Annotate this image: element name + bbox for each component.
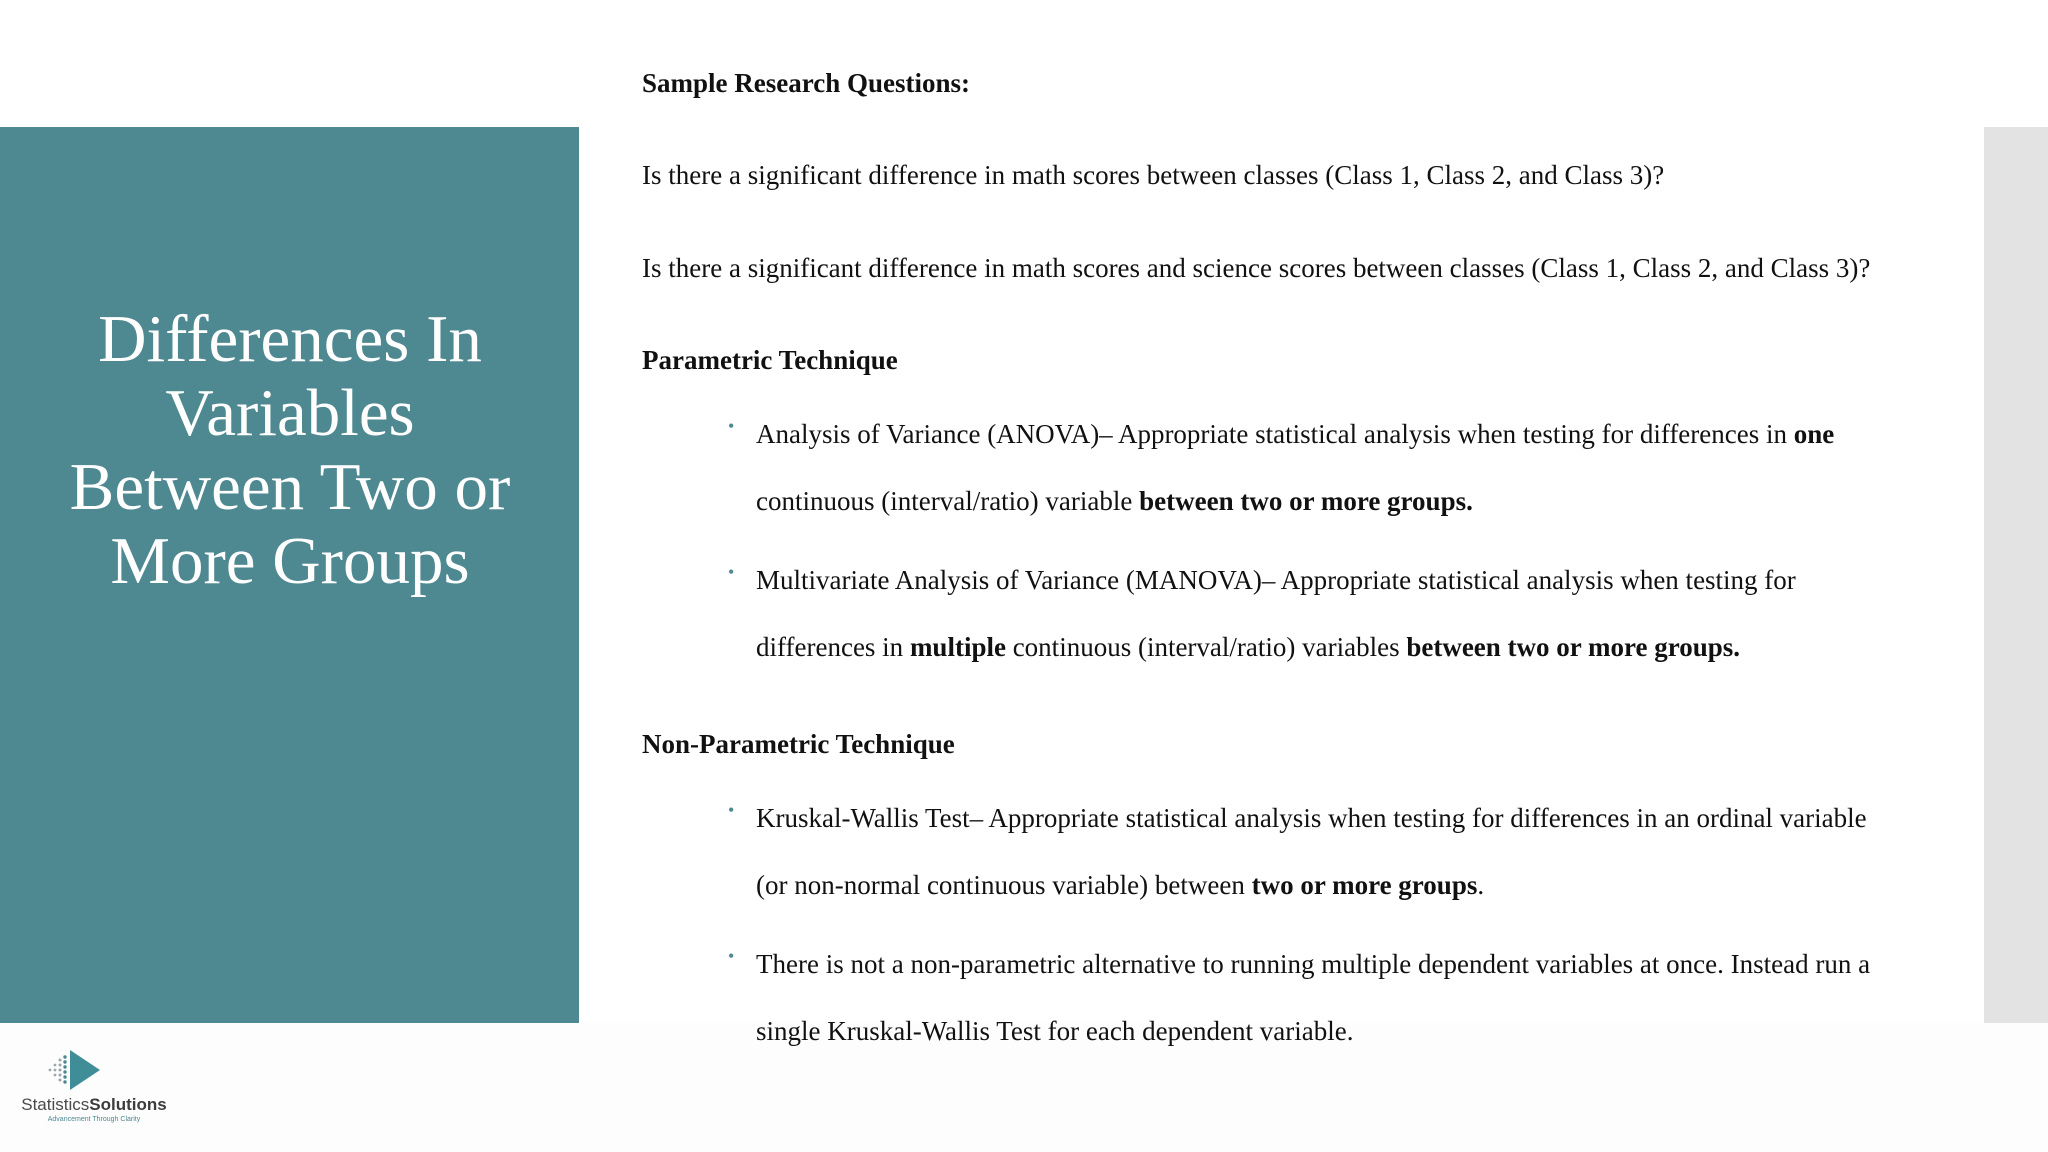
slide-content xyxy=(642,0,1932,1152)
list-item xyxy=(728,931,1946,1065)
bullet-line xyxy=(756,614,1946,681)
logo-tagline: Advancement Through Clarity xyxy=(47,1116,141,1123)
logo-word: Statistics xyxy=(21,1095,90,1114)
bullet-emphasis: one xyxy=(1793,419,1835,449)
bullet-line xyxy=(756,998,1946,1065)
logo-word: Solutions xyxy=(89,1095,167,1114)
title-line: Variables xyxy=(165,376,415,450)
parametric-heading: Parametric Technique xyxy=(642,345,898,375)
bullet-text: Analysis of Variance (ANOVA)– Appropriate statistical analysis when testing for differences in xyxy=(756,419,1794,449)
bullet-text: differences in xyxy=(756,632,910,662)
list-item xyxy=(728,401,1946,535)
bullet-text: . xyxy=(1477,870,1485,900)
bullet-emphasis: multiple xyxy=(909,632,1006,662)
bullet-line xyxy=(756,931,1946,998)
bullet-line xyxy=(756,547,1946,614)
bullet-text: There is not a non-parametric alternative to running multiple dependent variables at once. Instead run a xyxy=(756,949,1871,979)
logo-mark-icon xyxy=(14,1045,174,1095)
bullet-icon: • xyxy=(728,946,735,966)
bullet-icon: • xyxy=(728,562,735,582)
bullet-text: Multivariate Analysis of Variance (MANOVA)– Appropriate statistical analysis when testing for xyxy=(756,565,1796,595)
title-line: Between Two or xyxy=(69,450,511,524)
right-accent-bar xyxy=(1984,127,2048,1023)
bullet-line xyxy=(756,401,1946,468)
research-question: Is there a significant difference in math scores and science scores between classes (Class 1, Class 2, and Class 3)? xyxy=(642,253,1871,283)
logo-wordmark xyxy=(14,1095,174,1115)
slide-title xyxy=(40,302,540,598)
bullet-line xyxy=(756,468,1946,535)
bullet-text: single Kruskal-Wallis Test for each dependent variable. xyxy=(756,1016,1354,1046)
nonparametric-heading: Non-Parametric Technique xyxy=(642,729,955,759)
bullet-text: Kruskal-Wallis Test– Appropriate statistical analysis when testing for differences in an ordinal variable xyxy=(756,803,1867,833)
bullet-text: continuous (interval/ratio) variable xyxy=(756,486,1140,516)
bullet-emphasis: two or more groups xyxy=(1251,870,1478,900)
list-item xyxy=(728,785,1946,919)
bullet-text: (or non-normal continuous variable) between xyxy=(756,870,1252,900)
research-question: Is there a significant difference in math scores between classes (Class 1, Class 2, and Class 3)? xyxy=(642,160,1665,190)
company-logo xyxy=(14,1045,174,1125)
bullet-line xyxy=(756,785,1946,852)
bullet-icon: • xyxy=(728,800,735,820)
title-line: More Groups xyxy=(110,524,470,598)
bullet-emphasis: between two or more groups. xyxy=(1139,486,1473,516)
bullet-icon: • xyxy=(728,416,735,436)
bullet-emphasis: between two or more groups. xyxy=(1406,632,1741,662)
list-item xyxy=(728,547,1946,681)
bullet-text: continuous (interval/ratio) variables xyxy=(1005,632,1407,662)
title-line: Differences In xyxy=(98,302,482,376)
sample-questions-heading: Sample Research Questions: xyxy=(642,68,970,98)
bullet-line xyxy=(756,852,1946,919)
